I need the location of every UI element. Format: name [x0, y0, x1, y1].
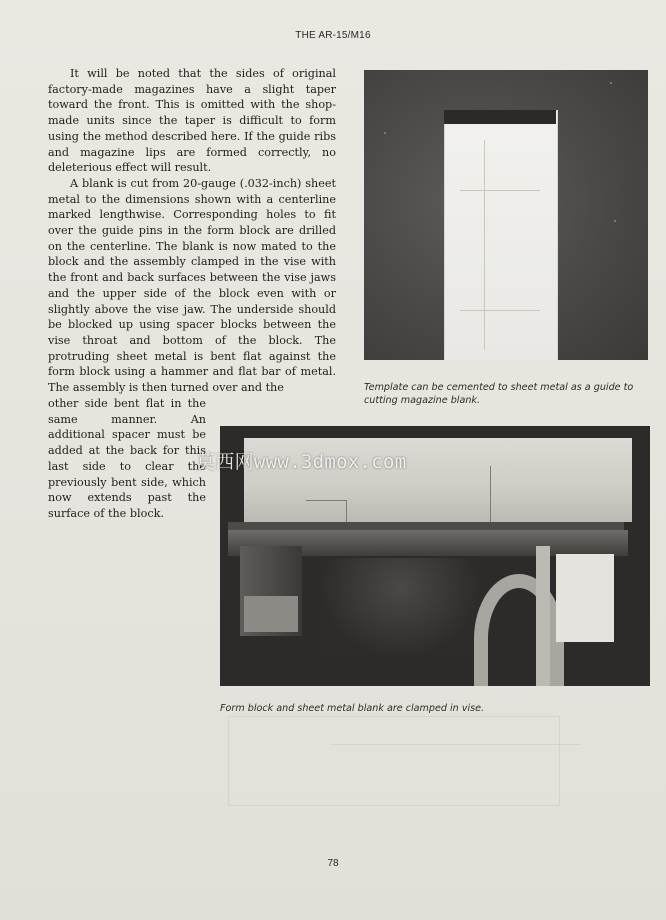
figure2-caption: Form block and sheet metal blank are clamped in vise.	[220, 703, 485, 714]
main-text-column	[48, 66, 336, 396]
vise-foot	[244, 596, 298, 632]
wrapped-text-column	[48, 396, 206, 522]
paper-template	[444, 110, 558, 360]
paper-scrap	[556, 554, 614, 642]
paragraph-blank: A blank is cut from 20-gauge (.032-inch) sheet metal to the dimensions shown with a centerline marked lengthwise. Corresponding holes to fit over the guide pins in the form block are drilled on the centerline. The blank is now mated to the block and the assembly clamped in the vise with the front and back surfaces between the vise jaws and the upper side of the block even with or slightly above the vise jaw. The underside should be blocked up using spacer blocks between the vise throat and bottom of the block. The protruding sheet metal is bent flat against the form block using a hammer and flat bar of metal. The assembly is then turned over and the	[48, 176, 336, 395]
site-watermark: 莫西网www.3dmox.com	[196, 451, 407, 473]
running-header: THE AR-15/M16	[295, 30, 371, 41]
page-number: 78	[327, 858, 339, 869]
figure1-caption: Template can be cemented to sheet metal as a guide to cutting magazine blank.	[364, 382, 634, 406]
paragraph-taper: It will be noted that the sides of original factory-made magazines have a slight taper toward the front. This is omitted with the shop-made units since the taper is difficult to form using the method described here. If the guide ribs and magazine lips are formed correctly, no deleterious effect will result.	[48, 67, 336, 175]
vise-post	[536, 546, 550, 686]
workshop-background	[320, 558, 480, 658]
vise-arch	[474, 574, 564, 686]
template-top-edge	[444, 110, 556, 124]
template-photo	[364, 70, 648, 360]
paragraph-continuation: other side bent flat in the same manner. An additional spacer must be added at the back for this last side to clear the previously bent side, which now extends past the surface of the block.	[48, 397, 206, 520]
bleed-through-line	[330, 744, 580, 795]
